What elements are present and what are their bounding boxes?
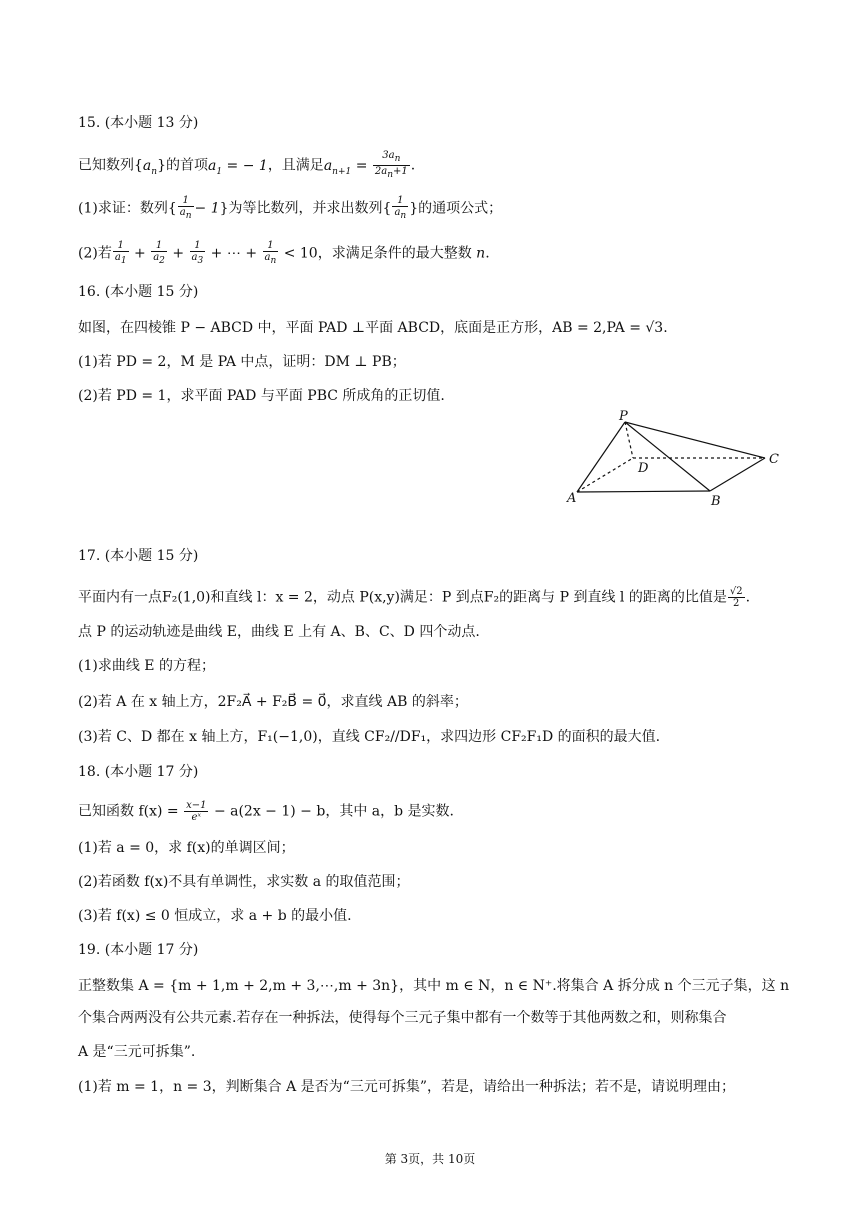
q18-stem: 已知函数 f(x) = $\frac{x-1}{\text{eˣ}}$ − a(2x − 1) − b，其中 a，b 是实数. [78, 800, 454, 823]
label-B: B [711, 494, 721, 509]
q18-part3: (3)若 f(x) ≤ 0 恒成立，求 a + b 的最小值. [78, 908, 352, 924]
edge-PA [577, 422, 625, 492]
q17-part2: (2)若 A 在 x 轴上方，2F₂A⃗ + F₂B⃗ = 0⃗，求直线 AB 的斜率； [78, 694, 468, 710]
q16-part1: (1)若 PD = 2，M 是 PA 中点，证明：DM ⊥ PB； [78, 354, 406, 370]
q19-stem3: A 是“三元可拆集”. [78, 1044, 196, 1060]
q16-part2: (2)若 PD = 1，求平面 PAD 与平面 PBC 所成角的正切值. [78, 388, 445, 404]
edge-PC [625, 422, 765, 458]
label-C: C [769, 452, 779, 467]
label-P: P [619, 410, 628, 424]
q19-stem2: 个集合两两没有公共元素.若存在一种拆法，使得每个三元子集中都有一个数等于其他两数之和，则称集合 [78, 1010, 727, 1026]
q19-header: 19. (本小题 17 分) [78, 942, 199, 958]
q17-part3: (3)若 C、D 都在 x 轴上方，F₁(−1,0)，直线 CF₂//DF₁，求四边形 CF₂F₁D 的面积的最大值. [78, 729, 661, 745]
pyramid-figure [565, 410, 790, 510]
q19-stem1: 正整数集 A = {m + 1,m + 2,m + 3,⋯,m + 3n}，其中 m ∈ N，n ∈ N⁺.将集合 A 拆分成 n 个三元子集，这 n [78, 978, 790, 994]
q15-part2: (2)若 $\frac{1}{a_1}$ + $\frac{1}{a_2}$ + $\frac{1}{a_3}$ + ⋯ + $\frac{1}{a_n}$ < 10，求满足条件的最大整数 n. [78, 240, 490, 266]
q19-part1: (1)若 m = 1，n = 3，判断集合 A 是否为“三元可拆集”，若是，请给出一种拆法；若不是，请说明理由； [78, 1079, 735, 1095]
q17-part1: (1)求曲线 E 的方程； [78, 658, 215, 674]
edge-AB [577, 491, 710, 492]
q18-part1: (1)若 a = 0，求 f(x)的单调区间； [78, 840, 295, 856]
q18-header: 18. (本小题 17 分) [78, 764, 199, 780]
q17-header: 17. (本小题 15 分) [78, 548, 199, 564]
edge-AD [577, 458, 633, 492]
q15-header: 15. (本小题 13 分) [78, 115, 199, 131]
q15-stem: 已知数列$\{a_n\}$的首项$a_1$ = − 1，且满足$a_{n+1}$ = $\frac{3a_n}{2a_n+1}$ . [78, 150, 416, 180]
q17-stem1: 平面内有一点F₂(1,0)和直线 l：x = 2，动点 P(x,y)满足：P 到点F₂的距离与 P 到直线 l 的距离的比值是 $\frac{√2}{2}$ . [78, 586, 751, 609]
q16-header: 16. (本小题 15 分) [78, 284, 199, 300]
q16-stem: 如图，在四棱锥 P − ABCD 中，平面 PAD ⊥平面 ABCD，底面是正方形，AB = 2,PA = √3. [78, 320, 668, 336]
page-footer: 第 3页，共 10页 [384, 1152, 476, 1166]
q15-part1: (1)求证：数列{ $\frac{1}{a_n}$ − 1}为等比数列，并求出数列{ $\frac{1}{a_n}$ }的通项公式； [78, 195, 503, 221]
label-D: D [638, 461, 649, 476]
q17-stem2: 点 P 的运动轨迹是曲线 E，曲线 E 上有 A、B、C、D 四个动点. [78, 624, 480, 640]
q18-part2: (2)若函数 f(x)不具有单调性，求实数 a 的取值范围； [78, 874, 410, 890]
edge-BC [710, 458, 765, 491]
label-A: A [567, 491, 577, 506]
